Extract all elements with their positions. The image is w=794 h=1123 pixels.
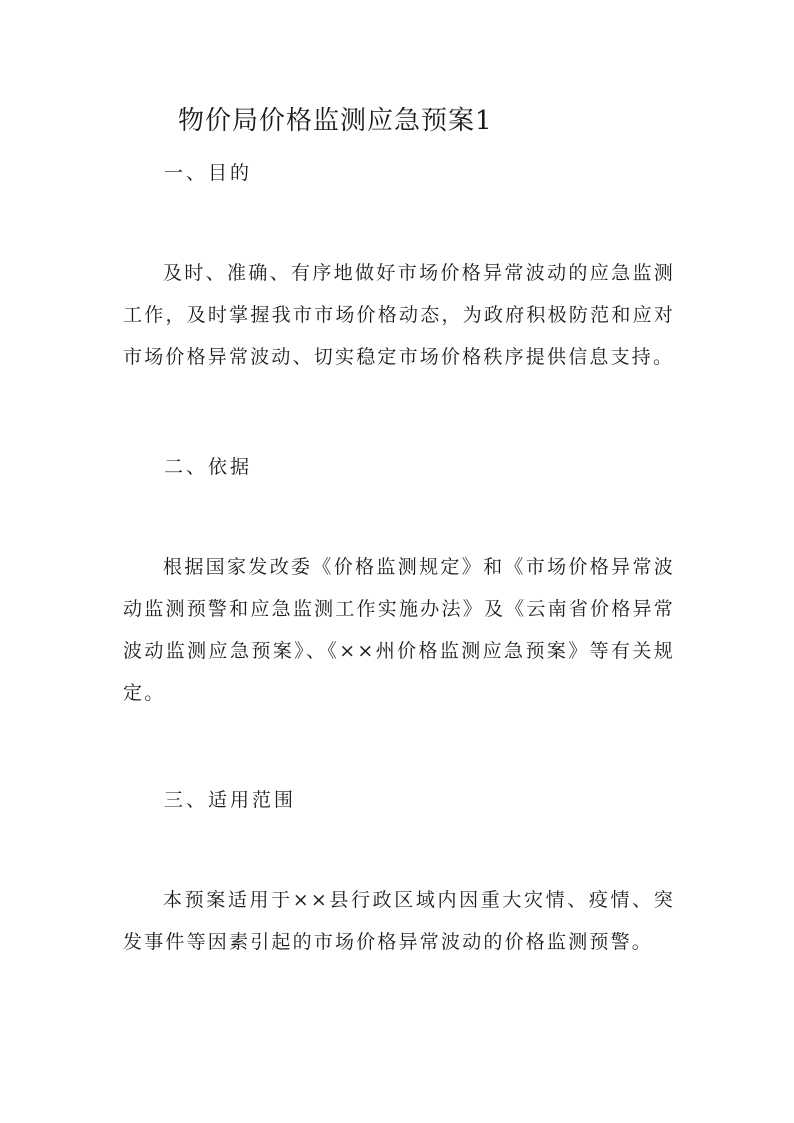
section-paragraph-purpose: 及时、准确、有序地做好市场价格异常波动的应急监测工作，及时掌握我市市场价格动态，为政府积极防范和应对市场价格异常波动、切实稳定市场价格秩序提供信息支持。 [123, 262, 675, 368]
document-title: 物价局价格监测应急预案1 [178, 106, 493, 136]
section-paragraph-scope: 本预案适用于××县行政区域内因重大灾情、疫情、突发事件等因素引起的市场价格异常波动的价格监测预警。 [123, 889, 675, 953]
section-paragraph-basis: 根据国家发改委《价格监测规定》和《市场价格异常波动监测预警和应急监测工作实施办法》及《云南省价格异常波动监测应急预案》、《××州价格监测应急预案》等有关规定。 [123, 556, 675, 704]
section-heading-purpose: 一、目的 [164, 162, 253, 184]
section-heading-scope: 三、适用范围 [164, 789, 297, 811]
section-heading-basis: 二、依据 [164, 456, 253, 478]
